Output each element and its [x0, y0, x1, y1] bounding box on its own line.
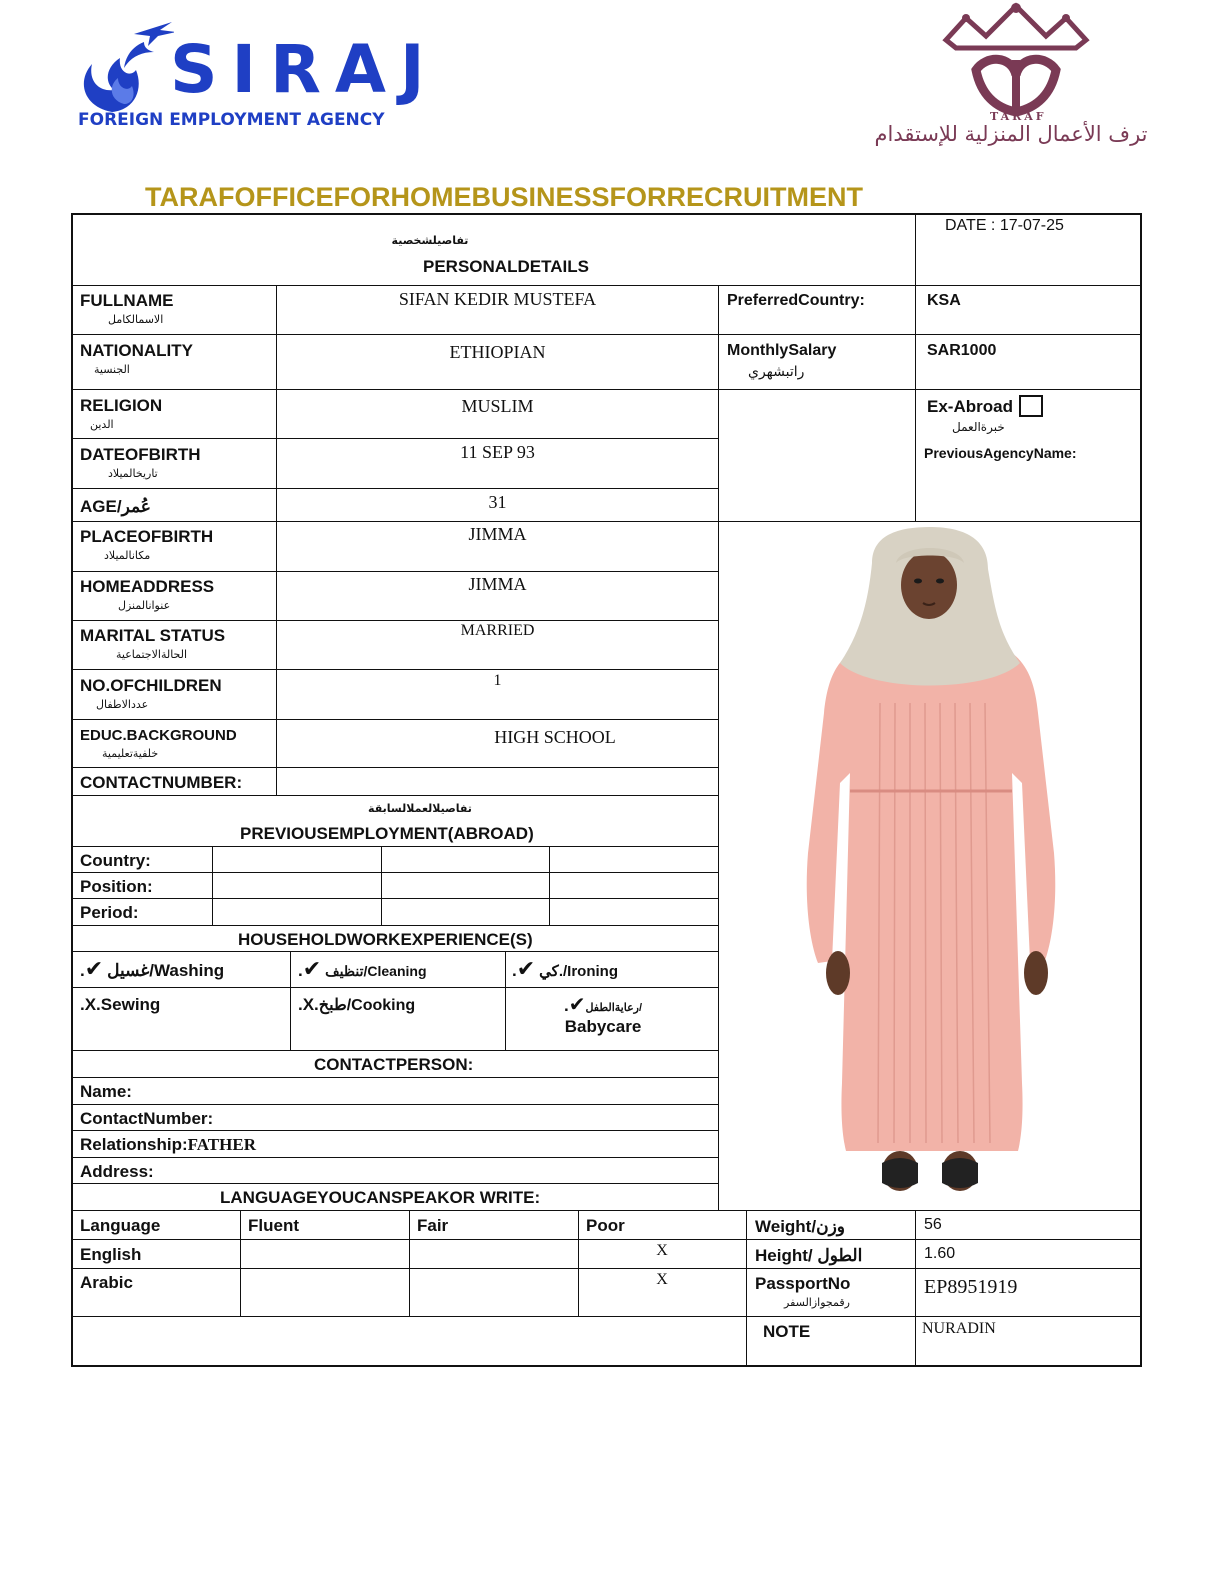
washing-item [80, 956, 224, 982]
taraf-brand: TARAF [990, 110, 1047, 123]
contact-address-label: Address: [80, 1162, 154, 1181]
cooking-item [298, 995, 415, 1015]
dob-label: DATEOFBIRTH [80, 445, 201, 464]
siraj-flame-icon [74, 12, 174, 122]
pob-value: JIMMA [468, 524, 527, 544]
lang-english-name: English [80, 1245, 142, 1264]
prev-employment-period-label: Period: [80, 903, 139, 922]
siraj-brand: SIRAJ [170, 31, 439, 108]
religion-label: RELIGION [80, 396, 163, 415]
sewing-item [80, 995, 160, 1015]
marital-label-ar: الحالةالاجتماعية [116, 648, 188, 661]
salary-value: SAR1000 [927, 342, 997, 359]
full-name-label: FULLNAME [80, 291, 174, 310]
dob-label-ar: تاريخالميلاد [108, 467, 158, 480]
prev-employment-country-label: Country: [80, 851, 151, 870]
height-value: 1.60 [924, 1245, 956, 1262]
nationality-value: ETHIOPIAN [449, 342, 546, 362]
full-name-label-ar: الاسمالكامل [108, 313, 164, 326]
ex-abroad-label: Ex-Abroad [927, 397, 1013, 416]
washing-check-icon: ✔ [84, 956, 104, 981]
ironing-check-icon: ✔ [516, 956, 536, 981]
educ-label: EDUC.BACKGROUND [80, 727, 237, 744]
nationality-label: NATIONALITY [80, 341, 194, 360]
contact-person-title: CONTACTPERSON: [314, 1055, 474, 1074]
relationship-label: Relationship: [80, 1135, 188, 1154]
cooking-prefix: .X. [298, 995, 319, 1014]
lang-header-language: Language [80, 1216, 161, 1235]
babycare-label: Babycare [564, 1017, 642, 1036]
sewing-prefix: .X. [80, 995, 101, 1014]
dob-value: 11 SEP 93 [460, 442, 535, 462]
preferred-country-value: KSA [927, 292, 961, 309]
salary-label: MonthlySalary [727, 342, 837, 359]
prev-agency-label: PreviousAgencyName: [924, 445, 1077, 461]
passport-label: PassportNo [755, 1274, 851, 1293]
ironing-prefix: . [512, 961, 517, 980]
washing-prefix: . [80, 961, 85, 980]
children-label-ar: عددالاطفال [96, 698, 149, 711]
date-label: DATE : 17-07-25 [945, 217, 1064, 234]
educ-value: HIGH SCHOOL [494, 727, 616, 747]
educ-label-ar: خلفيةتعليمية [102, 747, 159, 760]
personal-title-ar: تفاصيلشخصية [391, 234, 469, 247]
nationality-label-ar: الجنسية [94, 363, 130, 376]
ironing-label: كي./Ironing [539, 963, 618, 980]
languages-title: LANGUAGEYOUCANSPEAKOR WRITE: [220, 1188, 541, 1207]
siraj-logo [74, 4, 439, 132]
lang-header-fluent: Fluent [248, 1216, 299, 1235]
note-label: NOTE [763, 1322, 811, 1341]
babycare-label-ar: رعايةالطفل/ [585, 1002, 643, 1014]
cooking-label: طبخ/Cooking [318, 997, 416, 1014]
passport-value: EP8951919 [924, 1276, 1018, 1298]
marital-label: MARITAL STATUS [80, 626, 226, 645]
taraf-arabic-name: ترف الأعمال المنزلية للإستقدام [874, 122, 1148, 146]
lang-header-fair: Fair [417, 1216, 449, 1235]
applicant-photo [720, 523, 1140, 1209]
cleaning-label: تنظيف/Cleaning [325, 963, 427, 979]
taraf-logo [830, 0, 1200, 150]
passport-label-ar: رقمجوازالسفر [784, 1296, 850, 1309]
home-address-value: JIMMA [468, 574, 527, 594]
marital-value: MARRIED [460, 622, 535, 639]
home-address-label-ar: عنوانالمنزل [118, 599, 171, 612]
ironing-item [512, 956, 618, 982]
babycare-check-icon: ✔ [568, 994, 586, 1016]
preferred-country-label: PreferredCountry: [727, 292, 865, 309]
ex-abroad-checkbox[interactable] [1019, 395, 1043, 417]
babycare-item [548, 992, 658, 1037]
cleaning-item [298, 956, 427, 982]
prev-employment-title-ar: تفاصيلالعملالسابقة [368, 802, 472, 815]
age-value: 31 [488, 492, 507, 512]
siraj-tagline: FOREIGN EMPLOYMENT AGENCY [78, 110, 385, 130]
relationship-value: FATHER [187, 1135, 256, 1154]
pob-label-ar: مكانالميلاد [104, 549, 151, 562]
contact-number-person-label: ContactNumber: [80, 1109, 214, 1128]
lang-arabic-name: Arabic [80, 1273, 133, 1292]
prev-employment-position-label: Position: [80, 877, 153, 896]
note-value: NURADIN [922, 1320, 996, 1337]
personal-title: PERSONALDETAILS [423, 257, 589, 276]
sewing-label: Sewing [100, 995, 161, 1014]
religion-label-ar: الدين [90, 418, 114, 431]
cleaning-check-icon: ✔ [302, 956, 322, 981]
pob-label: PLACEOFBIRTH [80, 527, 214, 546]
lang-arabic-poor: X [656, 1271, 668, 1288]
relationship-row [80, 1135, 256, 1155]
babycare-prefix: . [563, 996, 569, 1015]
prev-employment-title: PREVIOUSEMPLOYMENT(ABROAD) [240, 824, 534, 843]
contact-number-label: CONTACTNUMBER: [80, 773, 243, 792]
height-label: Height/ الطول [755, 1246, 863, 1265]
page-heading: TARAFOFFICEFORHOMEBUSINESSFORRECRUITMENT [145, 182, 863, 212]
religion-value: MUSLIM [461, 396, 534, 416]
contact-name-label: Name: [80, 1082, 132, 1101]
cleaning-prefix: . [298, 961, 303, 980]
washing-label: غسيل/Washing [107, 961, 225, 980]
full-name-value: SIFAN KEDIR MUSTEFA [398, 289, 597, 309]
age-label: AGE/عُمر [80, 497, 151, 516]
salary-label-ar: راتبشهري [748, 364, 805, 380]
lang-english-poor: X [656, 1242, 668, 1259]
home-address-label: HOMEADDRESS [80, 577, 215, 596]
weight-label: Weight/وزن [755, 1217, 845, 1236]
weight-value: 56 [924, 1216, 942, 1233]
children-label: NO.OFCHILDREN [80, 676, 222, 695]
household-title: HOUSEHOLDWORKEXPERIENCE(S) [238, 930, 533, 949]
children-value: 1 [493, 672, 502, 689]
lang-header-poor: Poor [586, 1216, 625, 1235]
ex-abroad-label-ar: خبرةالعمل [952, 420, 1005, 434]
